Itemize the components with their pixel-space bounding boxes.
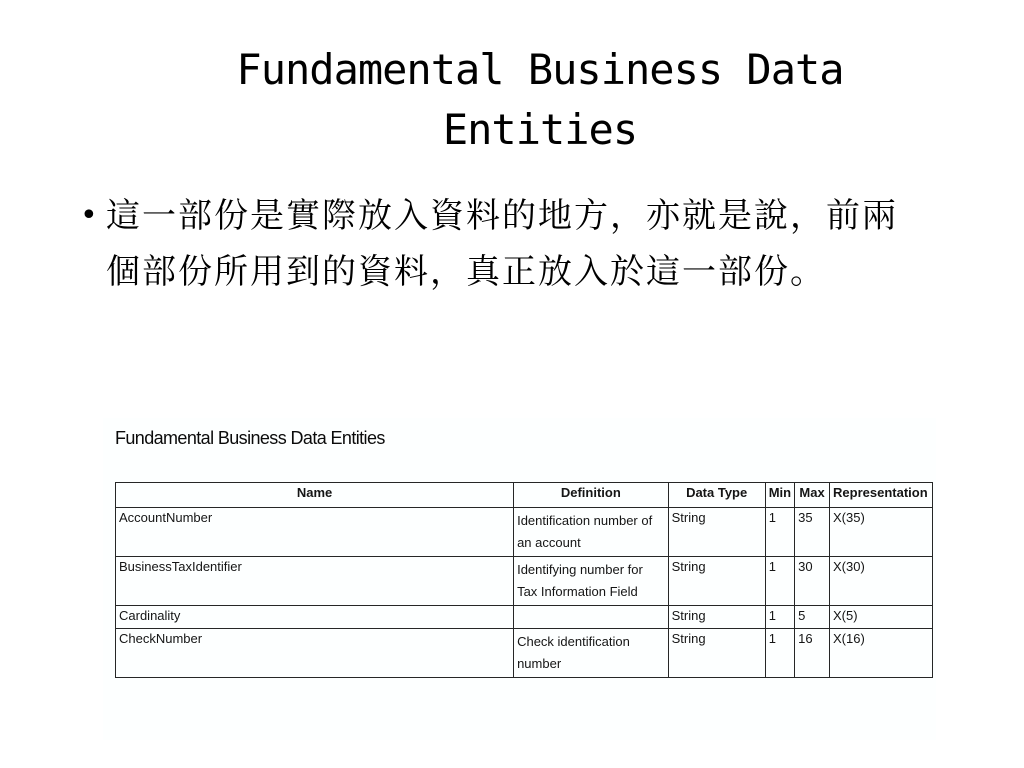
column-header-definition: Definition	[514, 483, 669, 508]
cell-definition: Check identification number	[514, 629, 669, 678]
cell-definition: Identifying number for Tax Information Field	[514, 557, 669, 606]
column-header-min: Min	[765, 483, 794, 508]
cell-name: Cardinality	[116, 606, 514, 629]
cell-min: 1	[765, 557, 794, 606]
entities-table	[115, 482, 933, 678]
cell-name: CheckNumber	[116, 629, 514, 678]
cell-max: 35	[795, 508, 830, 557]
table-row	[116, 606, 933, 629]
column-header-max: Max	[795, 483, 830, 508]
cell-max: 30	[795, 557, 830, 606]
cell-data-type: String	[668, 557, 765, 606]
cell-min: 1	[765, 508, 794, 557]
column-header-representation: Representation	[830, 483, 933, 508]
table-row	[116, 629, 933, 678]
scanned-table-image	[103, 418, 936, 740]
cell-max: 16	[795, 629, 830, 678]
cell-data-type: String	[668, 508, 765, 557]
cell-representation: X(16)	[830, 629, 933, 678]
bullet-dot: •	[80, 198, 98, 233]
cell-definition	[514, 606, 669, 629]
bullet-item	[80, 188, 940, 300]
cell-definition: Identification number of an account	[514, 508, 669, 557]
table-header-row	[116, 483, 933, 508]
cell-representation: X(30)	[830, 557, 933, 606]
cell-representation: X(35)	[830, 508, 933, 557]
cell-data-type: String	[668, 629, 765, 678]
bullet-text: 這一部份是實際放入資料的地方，亦就是說，前兩個部份所用到的資料，真正放入於這一部份。	[106, 196, 898, 292]
cell-representation: X(5)	[830, 606, 933, 629]
cell-min: 1	[765, 629, 794, 678]
column-header-name: Name	[116, 483, 514, 508]
cell-min: 1	[765, 606, 794, 629]
table-row	[116, 557, 933, 606]
cell-data-type: String	[668, 606, 765, 629]
bullet-list	[80, 188, 940, 300]
column-header-data-type: Data Type	[668, 483, 765, 508]
slide-title: Fundamental Business Data Entities	[236, 45, 844, 154]
cell-name: BusinessTaxIdentifier	[116, 557, 514, 606]
figure-title: Fundamental Business Data Entities	[115, 428, 385, 448]
cell-name: AccountNumber	[116, 508, 514, 557]
cell-max: 5	[795, 606, 830, 629]
table-row	[116, 508, 933, 557]
